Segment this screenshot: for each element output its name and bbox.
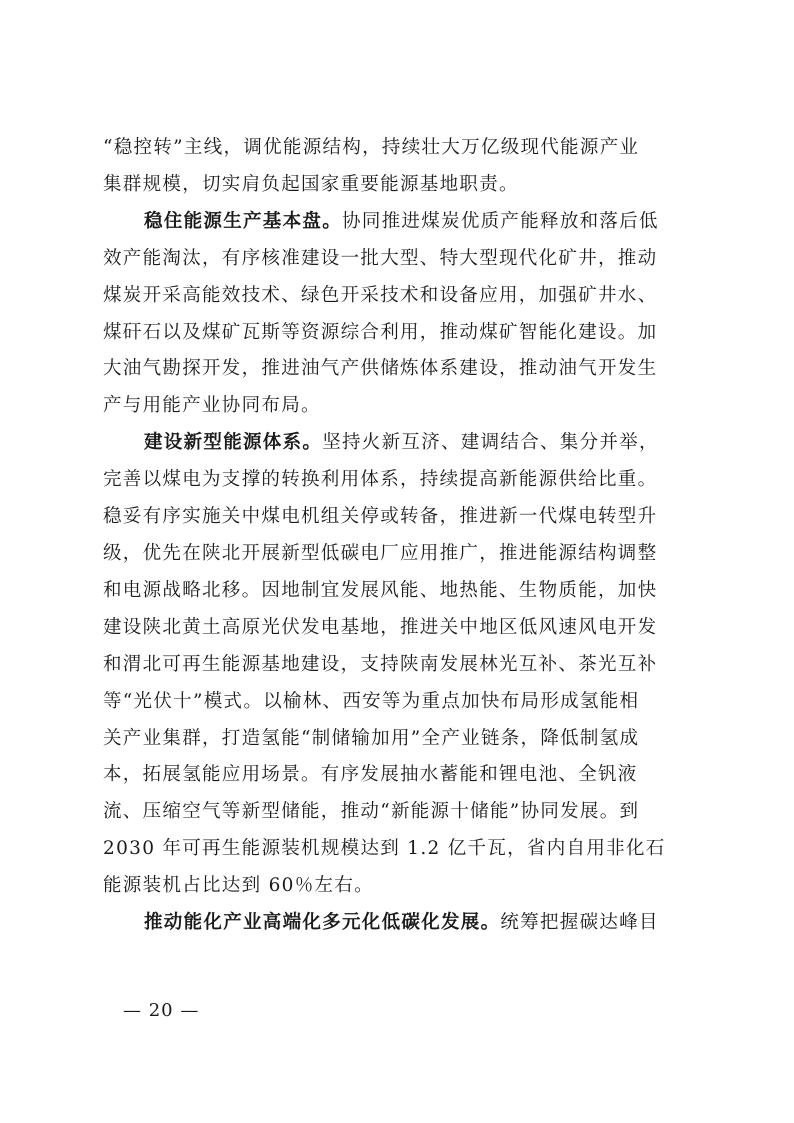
paragraph-text: 坚持火新互济、建调结合、集分并举， 完善以煤电为支撑的转换利用体系，持续提高新能源供给比重。 稳妥有序实施关中煤电机组关停或转备，推进新一代煤电转型升 级，优先在陕北开展新型低碳电厂应用推广，推进能源结构调整 和电源战略北移。因地制宜发展风能、地热能、生物质能，加快 建设陕北黄土高原光伏发电基地，推进关中地区低风速风电开发 和渭北可再生能源基地建设，支持陕南发展林光互补、茶光互补 等“光伏十”模式。以榆林、西安等为重点加快布局形成氢能相 关产业集群，打造氢能“制储输加用”全产业链条，降低制氢成 本，拓展氢能应用场景。有序发展抽水蓄能和锂电池、全钒液 流、压缩空气等新型储能，推动“新能源十储能”协同发展。到 2030 年可再生能源装机规模达到 1.2 亿千瓦，省内自用非化石 能源装机占比达到 60％左右。 [103,432,666,897]
document-body [103,130,697,942]
paragraph-text: “稳控转”主线，调优能源结构，持续壮大万亿级现代能源产业 集群规模，切实肩负起国家重要能源基地职责。 [103,137,640,195]
page-number: — 20 — [123,1000,200,1021]
paragraph-heading: 建设新型能源体系。 [144,432,323,454]
paragraph-energy-production [103,204,697,425]
paragraph-text: 协同推进煤炭优质产能释放和落后低 效产能淘汰，有序核准建设一批大型、特大型现代化矿井，推动 煤炭开采高能效技术、绿色开采技术和设备应用，加强矿井水、 煤矸石以及煤矿瓦斯等资源综合利用，推动煤矿智能化建设。加 大油气勘探开发，推进油气产供储炼体系建设，推动油气开发生 产与用能产业协同布局。 [103,210,659,417]
paragraph-heading: 推动能化产业高端化多元化低碳化发展。 [144,912,501,934]
paragraph-continuation [103,130,697,204]
paragraph-new-energy-system [103,425,697,905]
paragraph-chemical-industry [103,905,697,942]
paragraph-heading: 稳住能源生产基本盘。 [144,210,343,232]
paragraph-text: 统筹把握碳达峰目 [500,912,659,934]
